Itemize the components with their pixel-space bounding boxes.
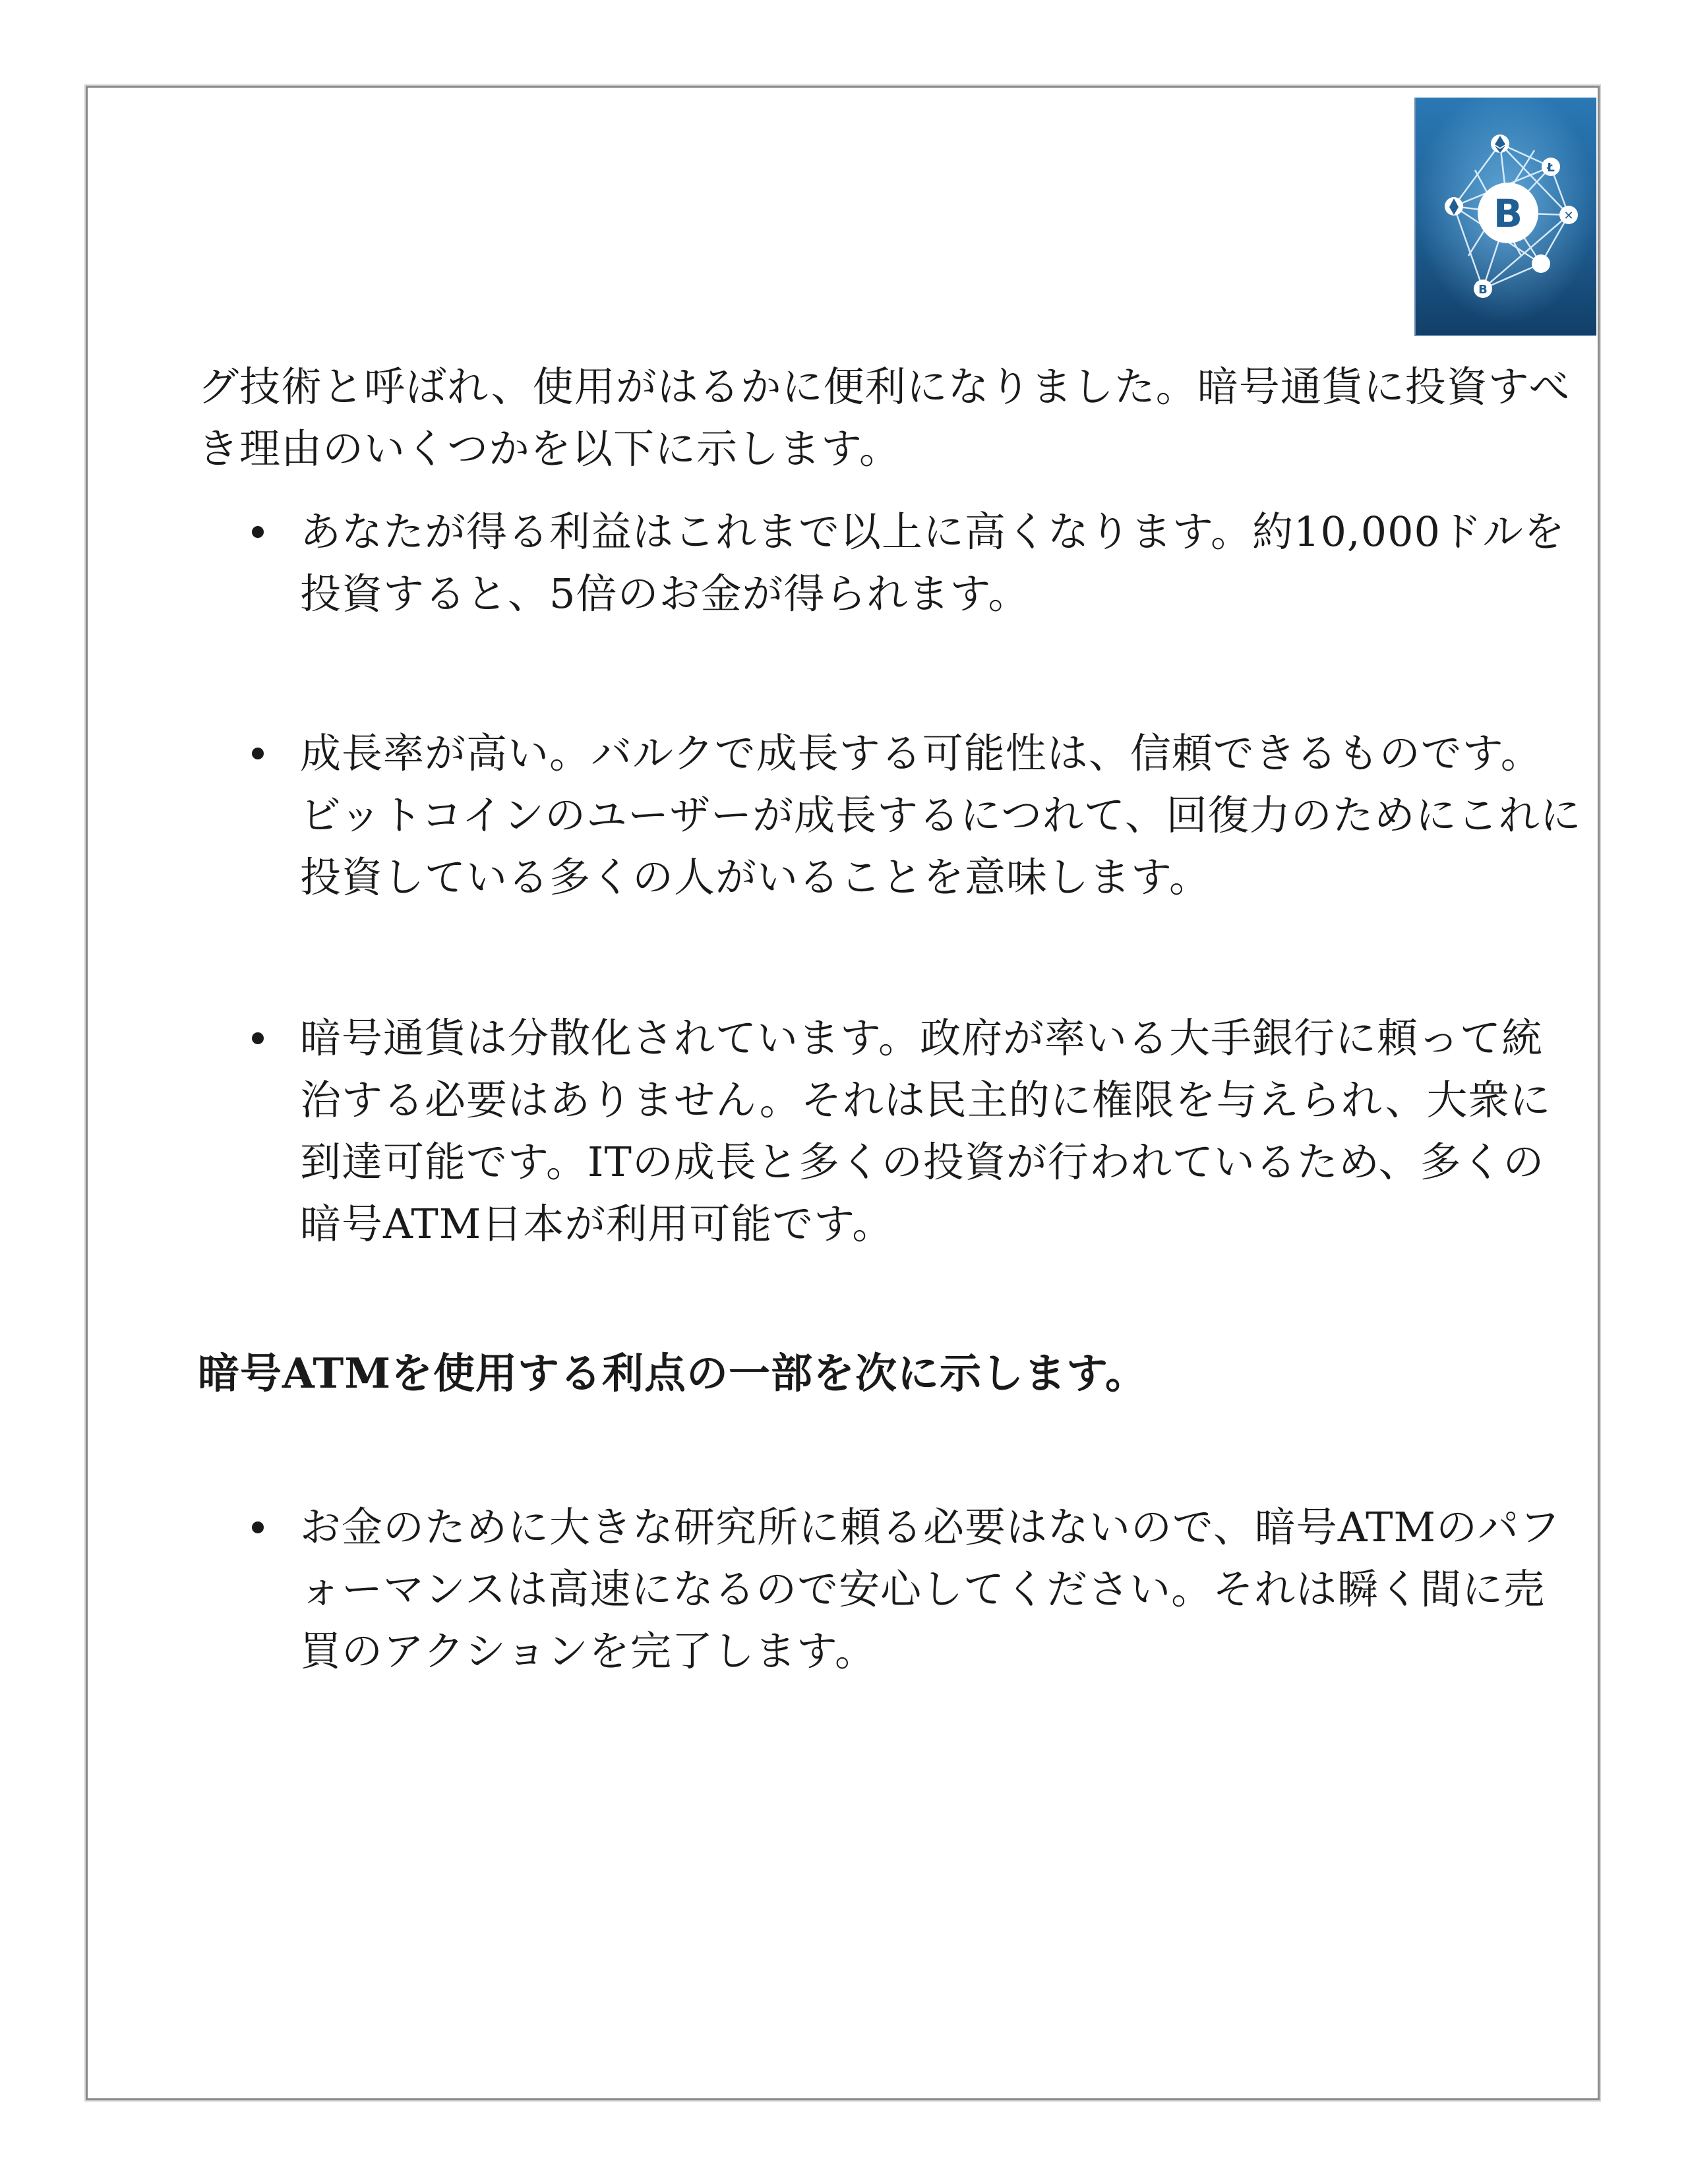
list-item-text: あなたが得る利益はこれまで以上に高くなります。約10,000ドルを投資すると、5倍のお金が得られます。 <box>300 508 1565 618</box>
svg-text:B: B <box>1493 191 1523 236</box>
list-item-text: 成長率が高い。バルクで成長する可能性は、信頼できるものです。ビットコインのユーザーが成長するにつれて、回復力のためにこれに投資している多くの人がいることを意味します。 <box>300 729 1582 901</box>
crypto-logo-image <box>1414 98 1596 336</box>
list-item <box>198 723 1582 908</box>
intro-paragraph: グ技術と呼ばれ、使用がはるかに便利になりました。暗号通貨に投資すべき理由のいくつかを以下に示します。 <box>198 363 1571 473</box>
list-item <box>198 1496 1582 1682</box>
document-body <box>198 356 1582 1682</box>
bullet-dot <box>252 526 264 538</box>
svg-text:✕: ✕ <box>1563 209 1574 223</box>
list-item-text: お金のために大きな研究所に頼る必要はないので、暗号ATMのパフォーマンスは高速になるので安心してください。それは瞬く間に売買のアクションを完了します。 <box>300 1503 1561 1675</box>
section-heading: 暗号ATMを使用する利点の一部を次に示します。 <box>198 1349 1148 1398</box>
bullet-dot <box>252 1521 264 1533</box>
benefits-list <box>198 1496 1582 1682</box>
list-item <box>198 501 1582 625</box>
list-item-text: 暗号通貨は分散化されています。政府が率いる大手銀行に頼って統治する必要はありません。それは民主的に権限を与えられ、大衆に到達可能です。ITの成長と多くの投資が行われているため、多くの暗号ATM日本が利用可能です。 <box>300 1014 1552 1248</box>
bullet-dot <box>252 1032 264 1044</box>
reasons-list <box>198 501 1582 1255</box>
list-item <box>198 1007 1582 1255</box>
cryptocurrency-network-icon <box>1416 98 1596 335</box>
svg-text:Ł: Ł <box>1547 161 1555 175</box>
svg-text:B: B <box>1478 283 1488 297</box>
bullet-dot <box>252 748 264 759</box>
